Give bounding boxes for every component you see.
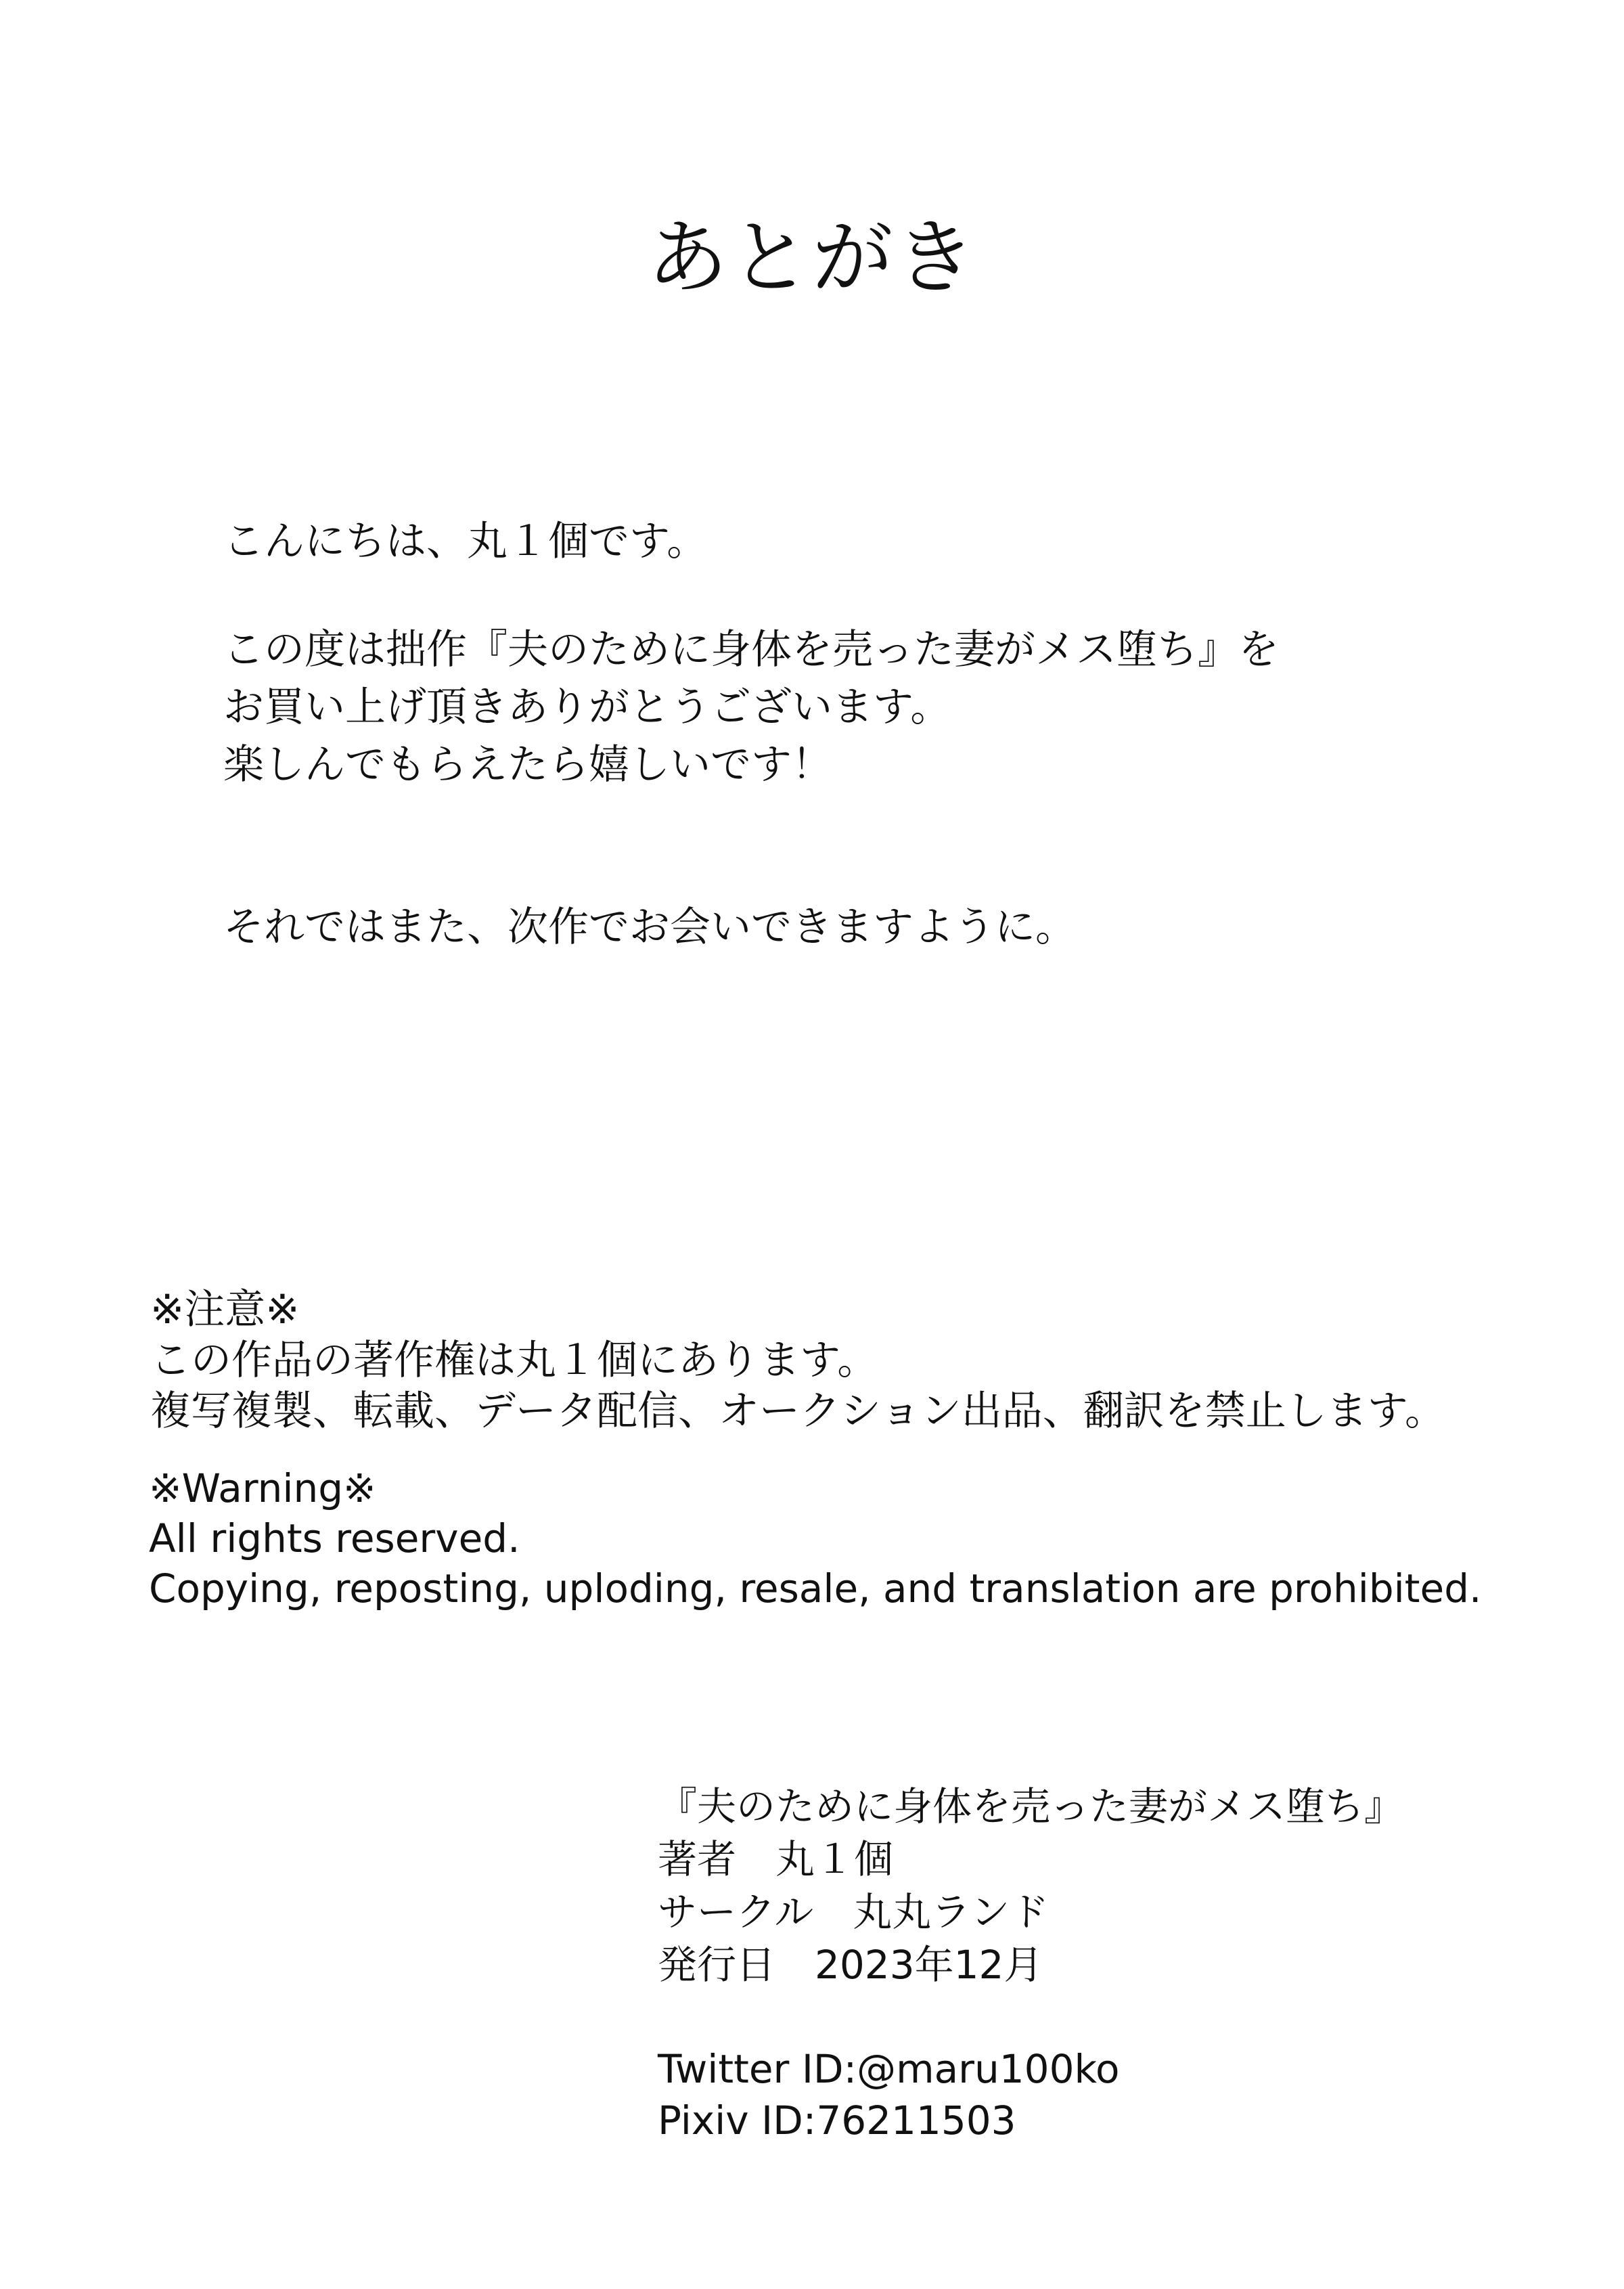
notice-jp-line-1: この作品の著作権は丸１個にあります。 [150, 1337, 878, 1384]
page-title: あとがき [647, 211, 977, 305]
twitter-id: Twitter ID:@maru100ko [658, 2046, 1120, 2092]
notice-en-heading: ※Warning※ [149, 1465, 376, 1511]
farewell-line: それではまた、次作でお会いできますように。 [223, 904, 1076, 951]
thanks-line-1: この度は拙作『夫のために身体を売った妻がメス堕ち』を [223, 626, 1279, 673]
colophon-author: 著者 丸１個 [658, 1836, 894, 1882]
colophon-circle: サークル 丸丸ランド [658, 1889, 1050, 1935]
colophon-date: 発行日 2023年12月 [658, 1942, 1043, 1988]
notice-jp-heading: ※注意※ [150, 1286, 300, 1333]
colophon-book-title: 『夫のために身体を売った妻がメス堕ち』 [658, 1783, 1404, 1829]
thanks-line-2: お買い上げ頂きありがとうございます。 [223, 684, 951, 731]
pixiv-id: Pixiv ID:76211503 [658, 2097, 1016, 2143]
thanks-line-3: 楽しんでもらえたら嬉しいです！ [223, 741, 832, 788]
notice-en-line-2: Copying, reposting, uploding, resale, and translation are prohibited. [149, 1565, 1482, 1612]
notice-jp-line-2: 複写複製、転載、データ配信、オークション出品、翻訳を禁止します。 [150, 1387, 1445, 1435]
greeting-line: こんにちは、丸１個です。 [223, 518, 708, 565]
notice-en-line-1: All rights reserved. [149, 1515, 520, 1561]
